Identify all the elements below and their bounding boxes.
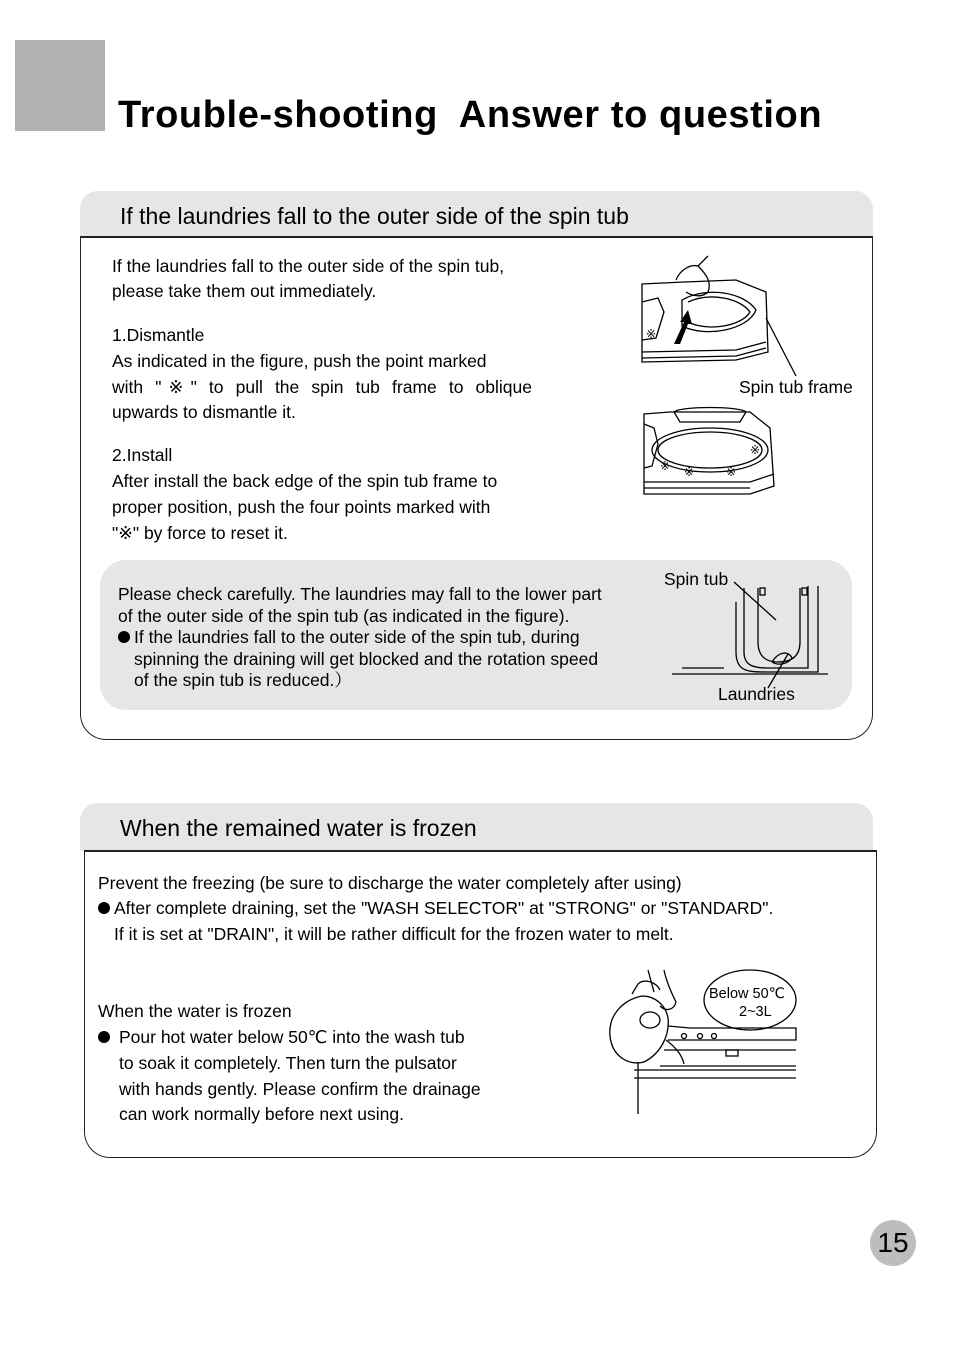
section2-heading: When the remained water is frozen (120, 815, 477, 841)
header-gray-block (15, 40, 105, 131)
check-note-text (118, 584, 602, 692)
prevent-bullet-text-1: After complete draining, set the "WASH SELECTOR" at "STRONG" or "STANDARD". (114, 898, 774, 918)
frozen-bullet-line-3: with hands gently. Please confirm the drainage (119, 1079, 481, 1099)
spin-tub-label: Spin tub (664, 569, 729, 589)
svg-text:※: ※ (750, 443, 761, 457)
install-line-1: After install the back edge of the spin tub frame to (112, 471, 498, 491)
dismantle-line-1: As indicated in the figure, push the point marked (112, 351, 487, 371)
dismantle-heading: 1.Dismantle (112, 325, 205, 345)
svg-text:※: ※ (726, 465, 737, 479)
install-line-2: proper position, push the four points marked with (112, 497, 491, 517)
dismantle-line-3: upwards to dismantle it. (112, 402, 296, 422)
water-bubble-line-1: Below 50℃ (709, 986, 785, 1002)
section1-heading: If the laundries fall to the outer side of the spin tub (120, 203, 629, 229)
section1-header (80, 191, 873, 237)
note-line-2: of the outer side of the spin tub (as indicated in the figure). (118, 605, 570, 626)
note-bullet-line-3: of the spin tub is reduced.） (134, 670, 352, 690)
page-title: Trouble-shooting Answer to question (118, 94, 823, 136)
spin-tub-frame-label: Spin tub frame (739, 377, 853, 397)
bullet-dot (98, 1031, 110, 1043)
note-bullet-text-1: If the laundries fall to the outer side of the spin tub, during (134, 627, 580, 647)
svg-text:※: ※ (684, 465, 695, 479)
svg-text:※: ※ (660, 459, 671, 473)
section2-header (80, 803, 873, 851)
frozen-bullet-line-1 (98, 1024, 465, 1050)
prevent-bullet-line-2: If it is set at "DRAIN", it will be rather difficult for the frozen water to melt. (114, 924, 674, 944)
bullet-dot (98, 902, 110, 914)
frozen-bullet-line-4: can work normally before next using. (119, 1104, 404, 1124)
svg-text:※: ※ (646, 327, 657, 341)
note-bullet-line-1 (118, 627, 602, 649)
laundries-label: Laundries (718, 684, 795, 704)
frozen-bullet-text-1: Pour hot water below 50℃ into the wash tub (119, 1027, 465, 1047)
note-line-1: Please check carefully. The laundries may fall to the lower part (118, 584, 602, 604)
frozen-heading: When the water is frozen (98, 1001, 292, 1021)
prevent-bullet-line-1 (98, 895, 773, 921)
page-number: 15 (870, 1220, 916, 1266)
install-figure (640, 404, 780, 496)
bullet-dot (118, 631, 130, 643)
install-line-3: "※" by force to reset it. (112, 523, 288, 543)
section1-intro-line-2: please take them out immediately. (112, 281, 377, 301)
note-bullet-line-2: spinning the draining will get blocked and the rotation speed (134, 648, 599, 669)
spin-tub-figure (668, 582, 828, 682)
prevent-heading: Prevent the freezing (be sure to discharge the water completely after using) (98, 873, 682, 893)
section1-intro-line-1: If the laundries fall to the outer side of the spin tub, (112, 256, 505, 276)
install-heading: 2.Install (112, 445, 173, 465)
dismantle-figure (636, 252, 806, 382)
frozen-bullet-line-2: to soak it completely. Then turn the pulsator (119, 1053, 457, 1073)
dismantle-line-2: with "※" to pull the spin tub frame to oblique (112, 377, 532, 397)
water-bubble-line-2: 2~3L (739, 1004, 772, 1020)
